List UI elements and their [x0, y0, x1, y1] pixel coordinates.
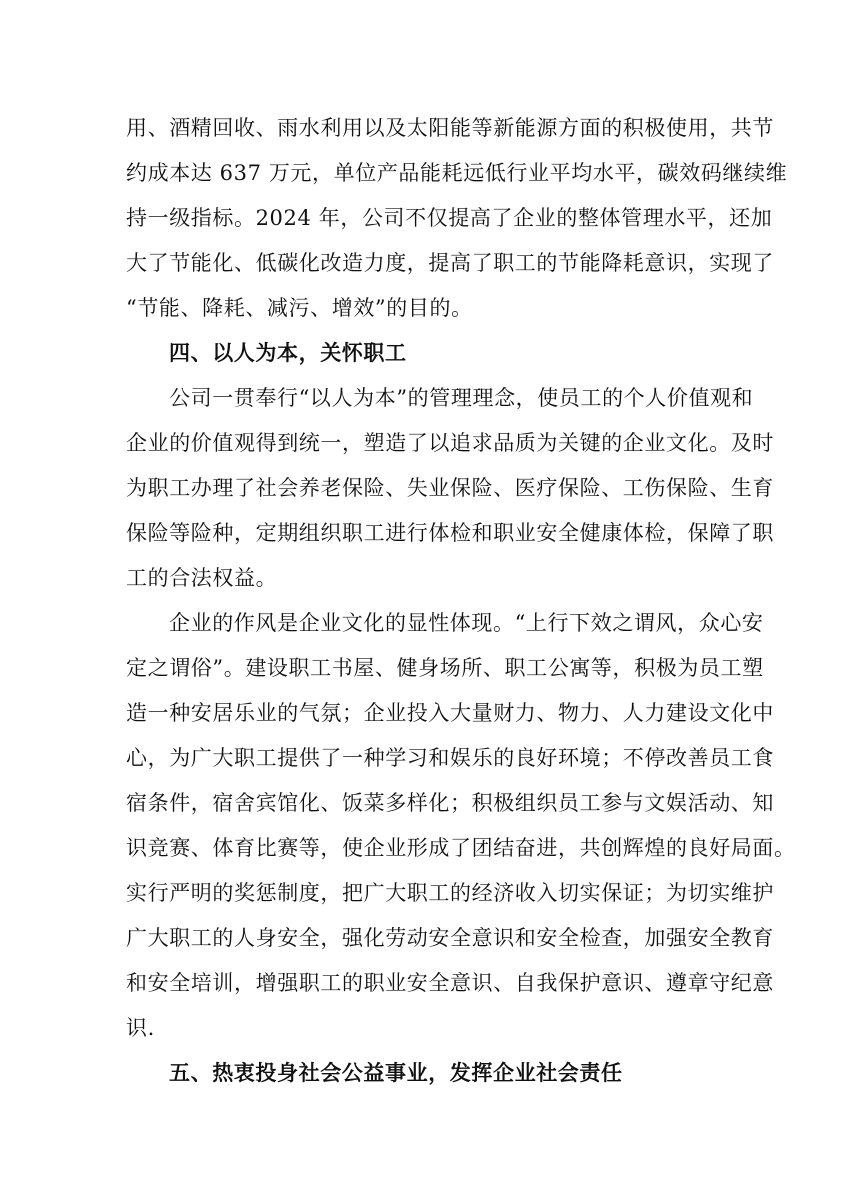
- section-heading: 四、以人为本，关怀职工: [169, 340, 407, 365]
- body-text-line: 企业的价值观得到统一，塑造了以追求品质为关键的企业文化。及时: [126, 431, 774, 455]
- body-text-line: 工的合法权益。: [126, 566, 278, 590]
- body-text-line: 定之谓俗”。建设职工书屋、健身场所、职工公寓等，积极为员工塑: [126, 656, 764, 680]
- body-text-line: 实行严明的奖惩制度，把广大职工的经济收入切实保证；为切实维护: [126, 881, 774, 905]
- body-text-line: 心，为广大职工提供了一种学习和娱乐的良好环境；不停改善员工食: [126, 746, 774, 770]
- body-text-line: 企业的作风是企业文化的显性体现。“上行下效之谓风，众心安: [169, 611, 764, 635]
- body-text-line: 公司一贯奉行“以人为本”的管理理念，使员工的个人价值观和: [169, 386, 754, 410]
- section-heading: 五、热衷投身社会公益事业，发挥企业社会责任: [169, 1060, 623, 1085]
- body-text-line: 和安全培训，增强职工的职业安全意识、自我保护意识、遵章守纪意: [126, 971, 774, 995]
- body-text-line: 持一级指标。2024 年，公司不仅提高了企业的整体管理水平，还加: [126, 206, 773, 230]
- body-text-line: 大了节能化、低碳化改造力度，提高了职工的节能降耗意识，实现了: [126, 251, 774, 275]
- body-text-line: 宿条件，宿舍宾馆化、饭菜多样化；积极组织员工参与文娱活动、知: [126, 791, 774, 815]
- body-text-line: 广大职工的人身安全，强化劳动安全意识和安全检查，加强安全教育: [126, 926, 774, 950]
- body-text-line: 识.: [126, 1016, 155, 1040]
- body-text-line: 造一种安居乐业的气氛；企业投入大量财力、物力、人力建设文化中: [126, 701, 774, 725]
- body-text-line: “节能、降耗、减污、增效”的目的。: [126, 296, 473, 320]
- body-text-line: 约成本达 637 万元，单位产品能耗远低行业平均水平，碳效码继续维: [126, 161, 788, 185]
- body-text-line: 用、酒精回收、雨水利用以及太阳能等新能源方面的积极使用，共节: [126, 116, 774, 140]
- body-text-line: 保险等险种，定期组织职工进行体检和职业安全健康体检，保障了职: [126, 521, 774, 545]
- body-text-line: 识竞赛、体育比赛等，使企业形成了团结奋进，共创辉煌的良好局面。: [126, 836, 796, 860]
- body-text-line: 为职工办理了社会养老保险、失业保险、医疗保险、工伤保险、生育: [126, 476, 774, 500]
